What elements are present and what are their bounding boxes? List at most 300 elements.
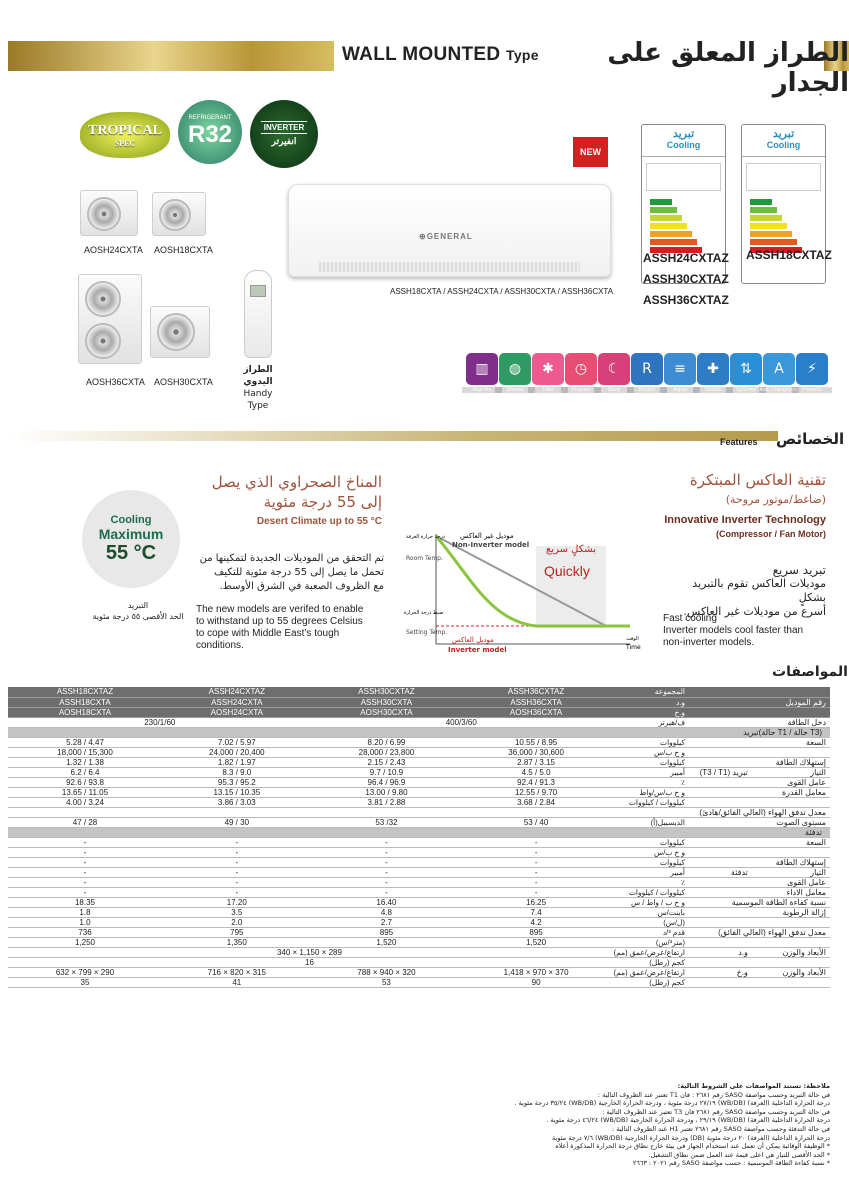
unit-cell: ف/هيرتز [611,717,689,727]
group-cell [689,817,752,827]
label-cell: مستوى الصوت [752,817,830,827]
group-cell [689,937,752,947]
group-cell [689,747,752,757]
table-cell: 4.5 / 5.0 [461,767,611,777]
energy-grade-bar [650,223,687,229]
table-cell: 340 × 1,150 × 289 [8,947,611,957]
fast-cooling-ar: تبريد سريع موديلات العاكس تقوم بالتبريد بشكلٍ أسرع من موديلات غير العاكس. [683,563,826,618]
table-cell: 53 /32 [312,817,462,827]
group-cell [689,757,752,767]
table-cell: 24,000 / 20,400 [162,747,312,757]
label-cell: السعة [752,837,830,847]
group-cell [689,687,752,697]
energy-label: تبريد Cooling [741,124,826,284]
table-cell: - [461,857,611,867]
table-row [8,887,830,897]
desert-climate-body-en: The new models are verifed to enable to withstand up to 55 degrees Celsius to cope with Middle East’s tough conditions. [196,604,364,651]
table-cell: 716 × 820 × 315 [162,967,312,977]
table-cell: 8.3 / 9.0 [162,767,312,777]
unit-cell [611,807,689,817]
table-row [8,877,830,887]
table-cell: 795 [162,927,312,937]
group-cell [689,707,752,717]
table-cell: 895 [312,927,462,937]
table-cell: - [8,847,162,857]
table-row [8,757,830,767]
table-row [8,697,830,707]
feature-icon-label: Adjust [660,387,700,393]
table-cell: AOSH24CXTA [162,707,312,717]
unit-cell: كيلووات [611,757,689,767]
group-cell [689,887,752,897]
table-cell: 13.15 / 10.35 [162,787,312,797]
feature-icon-label: Filter [528,387,568,393]
table-cell: 53 [312,977,462,987]
table-cell: - [461,847,611,857]
unit-cell: باينت/س [611,907,689,917]
desert-climate-title-ar: المناخ الصحراوي الذي يصل إلى 55 درجة مئوية [211,473,382,511]
energy-label-models: ASSH24CXTAZ ASSH30CXTAZ ASSH36CXTAZ [643,251,729,307]
table-cell [461,807,611,817]
table-cell: 18.35 [8,897,162,907]
section-row: تدفئة [8,827,830,837]
table-cell: 7.4 [461,907,611,917]
table-cell: 92.4 / 91.3 [461,777,611,787]
svg-text:درجة حرارة الغرفة: درجة حرارة الغرفة [406,534,446,540]
table-cell: ASSH18CXTA [8,697,162,707]
label-cell [752,747,830,757]
outdoor-unit-label: AOSH24CXTA [84,245,143,255]
group-cell [689,847,752,857]
unit-cell: ٪ [611,777,689,787]
group-cell [689,837,752,847]
table-cell: - [162,887,312,897]
table-cell: - [461,837,611,847]
cooling-max-caption: التبريد الحد الأقصى ٥٥ درجة مئوية [92,601,184,621]
table-row [8,967,830,977]
table-cell: 736 [8,927,162,937]
quickly-zone [536,546,606,628]
energy-grade-bar [750,223,787,229]
label-cell: الأبعاد والوزن [752,947,830,957]
label-cell [752,937,830,947]
updown-icon: ⇅ Up/Down [730,353,762,385]
label-cell: إستهلاك الطاقة [752,857,830,867]
table-cell: 3.86 / 3.03 [162,797,312,807]
table-cell: 28,000 / 23,800 [312,747,462,757]
svg-text:موديل العاكس: موديل العاكس [452,636,494,644]
label-cell: معامل القدرة [752,787,830,797]
table-cell: 1,418 × 970 × 370 [461,967,611,977]
energy-label-models: ASSH18CXTAZ [746,248,832,262]
desert-climate-title-en: Desert Climate up to 55 °C [256,516,382,527]
table-row [8,977,830,987]
outdoor-unit-image [80,190,138,236]
table-cell: 9.7 / 10.9 [312,767,462,777]
label-cell [752,977,830,987]
table-cell: ASSH30CXTAZ [312,687,462,697]
table-row [8,707,830,717]
table-cell: - [8,887,162,897]
outdoor-unit-image [152,192,206,236]
table-cell: 400/3/60 [312,717,611,727]
table-cell: - [8,857,162,867]
handy-type-caption: الطراز اليدوي Handy Type [243,365,273,411]
table-cell: 4.8 [312,907,462,917]
energy-grade-bar [650,215,682,221]
table-cell: 5.28 / 4.47 [8,737,162,747]
group-cell [689,777,752,787]
unit-cell: ٪ [611,877,689,887]
r32-refrigerant-logo: REFRIGERANT R32 [178,100,242,164]
table-row [8,867,830,877]
table-cell: - [312,877,462,887]
table-row [8,737,830,747]
section-row: تبريد(حالة T1 / حالة T3) [8,727,830,737]
page-title-ar: الطراز المعلق على الجدار [607,38,849,98]
table-cell: 13.65 / 11.05 [8,787,162,797]
table-cell: - [312,887,462,897]
feature-icon-label: Restart [627,387,667,393]
table-cell: - [312,837,462,847]
indoor-unit-image [288,184,611,277]
table-cell [162,807,312,817]
svg-text:Time: Time [626,644,641,651]
table-cell: 18,000 / 15,300 [8,747,162,757]
table-cell: 4.00 / 3.24 [8,797,162,807]
group-cell [689,797,752,807]
table-cell: - [162,867,312,877]
table-cell: 8.20 / 6.99 [312,737,462,747]
label-cell: الأبعاد والوزن [752,967,830,977]
table-row [8,837,830,847]
group-cell: تبريد (T3 / T1) [689,767,752,777]
powerful-icon: ⚡ Powerful [796,353,828,385]
svg-text:ضبط درجة الحرارة: ضبط درجة الحرارة [404,610,444,616]
label-cell: معدل تدفق الهواء (العالي الفائق/هادئ) [752,807,830,817]
new-badge: NEW [573,137,608,167]
svg-text:Inverter model: Inverter model [448,646,507,654]
table-cell: 3.5 [162,907,312,917]
label-cell: معدل تدفق الهواء (العالي الفائق) [752,927,830,937]
label-cell: التيار [752,767,830,777]
table-cell: - [461,867,611,877]
spec-notes: ملاحظة: تستند المواصفات على الشروط التالية: في حالة التبريد وحسب مواصفة SASO رقم ٢٦٨١ : فان T1 تعتبر عند الظروف التالية : درجة الحرارة الداخلية (الغرفة) (WB/DB) ٢٧/١٩ درجة مئوية ، ودرجة الحرارة الخارجية (WB/DB) ٣٥/٢٤ درجة مئوية . في حالة التبريد وحسب مواصفة SASO رقم ٢٦٨١ فان T3 تعتبر عند الظروف التالية : درجة الحرارة الداخلية (الغرفة) (WB/DB) ٢٩/١٩ ، ودرجة الحرارة الخارجية (WB/DB) ٤٦/٢٤ درجة مئوية . في حالة التدفئة وحسب مواصفة SASO رقم ٢٦٨١ تعتبر H1 عند الظروف التالية : درجة الحرارة الداخلية (الغرفة) ٢٠ درجة مئوية (DB) ودرجة الحرارة الخارجية (WB/DB) ٧/٦ درجة مئوية * الوظيفة الوقائية يمكن أن تعمل عند استخدام الجهاز في بيئة خارج نطاق درجة الحرارة المذكورة أعلاه * الحد الأقصى للتيار هي اعلى قيمة عند العمل ضمن نطاق التشغيل. * نسبة كفاءة الطاقة الموسمية : حسب مواصفة SASO رقم ٢٠٢١ : ٢٦٦٣ [514,1082,830,1168]
table-row [8,847,830,857]
table-cell: 1.32 / 1.38 [8,757,162,767]
table-row [8,927,830,937]
label-cell: دخل الطاقة [752,717,830,727]
feature-icon-label: Up/Down [726,387,766,393]
table-cell: 16 [8,957,611,967]
svg-text:Room Temp.: Room Temp. [406,555,443,562]
table-cell: - [312,847,462,857]
table-cell: - [461,877,611,887]
auto-icon: A Auto Changeover [763,353,795,385]
group-cell [689,917,752,927]
label-cell: نسبة كفاءة الطاقة الموسمية [752,897,830,907]
unit-cell: كجم (رطل) [611,957,689,967]
energy-grade-bar [650,199,672,205]
svg-text:Setting Temp.: Setting Temp. [406,629,448,636]
group-cell: و.خ [689,967,752,977]
table-row [8,767,830,777]
energy-grade-bar [750,239,797,245]
filter-icon: ✱ Filter [532,353,564,385]
tropical-spec-logo: TROPICAL SPEC [80,112,170,158]
table-row [8,957,830,967]
table-cell: 53 / 40 [461,817,611,827]
energy-label: تبريد Cooling [641,124,726,284]
table-cell: 1,350 [162,937,312,947]
table-cell: 10.55 / 8.95 [461,737,611,747]
table-cell: 17.20 [162,897,312,907]
double-icon: ✚ Double [697,353,729,385]
features-heading-ar: الخصائص [776,430,845,448]
table-cell: - [461,887,611,897]
table-cell: 2.0 [162,917,312,927]
table-cell: ASSH36CXTAZ [461,687,611,697]
table-cell: - [312,867,462,877]
unit-cell: كيلووات / كيلووات [611,797,689,807]
unit-cell: كجم (رطل) [611,977,689,987]
unit-cell: (متر³/س) [611,937,689,947]
table-cell: 49 / 30 [162,817,312,827]
table-cell: 13.00 / 9.80 [312,787,462,797]
label-cell: رقم الموديل [752,697,830,707]
svg-text:بشكلٍ سريع: بشكلٍ سريع [546,544,596,555]
table-cell: - [162,877,312,887]
unit-cell: و.خ [611,707,689,717]
group-cell [689,697,752,707]
table-cell: 2.87 / 3.15 [461,757,611,767]
feature-icon-label: Double [693,387,733,393]
unit-cell: كيلووات [611,857,689,867]
brand-logo: ⊕GENERAL [419,232,473,241]
silver-icon: ◍ Silverbit [499,353,531,385]
table-cell: ASSH36CXTA [461,697,611,707]
energy-grade-bar [750,231,792,237]
table-row [8,717,830,727]
desert-climate-body-ar: تم التحقق من الموديلات الجديدة لتمكينها من تحمل ما يصل إلى 55 درجة مئوية للتكيف مع الظروف الصعبة في الشرق الأوسط. [199,553,384,592]
features-divider [8,431,778,441]
page-title-en: WALL MOUNTED Type [342,44,539,65]
fin-icon: ▥ Blue Fin [466,353,498,385]
restart-icon: R Restart [631,353,663,385]
table-cell: - [162,837,312,847]
table-cell: - [8,877,162,887]
unit-cell: و.د [611,697,689,707]
table-row [8,747,830,757]
unit-cell: ارتفاع/عرض/عمق (مم) [611,947,689,957]
label-cell [752,917,830,927]
table-cell: 1,250 [8,937,162,947]
unit-cell: و ح ب/س/واط [611,787,689,797]
inverter-subtitle-en: (Compressor / Fan Motor) [715,529,826,539]
feature-icon-label: Blue Fin [462,387,502,393]
svg-text:الوقت: الوقت [626,636,639,642]
indoor-models-caption: ASSH18CXTA / ASSH24CXTA / ASSH30CXTA / ASSH36CXTA [390,287,614,296]
table-cell: 41 [162,977,312,987]
adjust-icon: ≡ Adjust [664,353,696,385]
table-cell: 1.8 [8,907,162,917]
table-cell [8,807,162,817]
table-cell: - [8,837,162,847]
inverter-title-ar: تقنية العاكس المبتكرة (ضاغط/موتور مروحة) [689,471,826,506]
table-cell: 632 × 799 × 290 [8,967,162,977]
program-icon: ◷ Program [565,353,597,385]
features-heading-en: Features [720,437,758,447]
table-cell: AOSH18CXTA [8,707,162,717]
table-cell: 90 [461,977,611,987]
table-row [8,897,830,907]
table-cell: 12.55 / 9.70 [461,787,611,797]
table-cell: 16.25 [461,897,611,907]
table-cell: 6.2 / 6.4 [8,767,162,777]
energy-grade-bar [650,207,677,213]
table-cell: 96.4 / 96.9 [312,777,462,787]
table-row [8,817,830,827]
unit-cell: كيلووات [611,737,689,747]
group-cell [689,737,752,747]
table-cell: 16.40 [312,897,462,907]
table-row [8,797,830,807]
table-row [8,807,830,817]
table-cell: 4.2 [461,917,611,927]
unit-cell: الديسيبل(أ) [611,817,689,827]
unit-cell: و ح ب/س [611,847,689,857]
energy-grade-bar [750,215,782,221]
unit-cell: كيلووات / كيلووات [611,887,689,897]
group-cell [689,857,752,867]
table-cell: ASSH30CXTA [312,697,462,707]
spec-table [8,687,830,988]
table-cell [312,807,462,817]
unit-cell: كيلووات [611,837,689,847]
group-cell [689,877,752,887]
table-cell: - [162,857,312,867]
unit-cell: و ح ب/س [611,747,689,757]
table-cell: - [312,857,462,867]
table-cell: 95.3 / 95.2 [162,777,312,787]
svg-text:Quickly: Quickly [544,563,590,579]
table-row [8,857,830,867]
energy-grade-bar [650,239,697,245]
table-cell: 7.02 / 5.97 [162,737,312,747]
energy-grade-bar [750,199,772,205]
table-cell: AOSH30CXTA [312,707,462,717]
table-row [8,937,830,947]
label-cell: عامل القوى [752,777,830,787]
table-cell: 36,000 / 30,600 [461,747,611,757]
svg-text:موديل غير العاكس: موديل غير العاكس [460,532,514,540]
sleep-icon: ☾ Sleep [598,353,630,385]
table-cell: ASSH24CXTA [162,697,312,707]
table-cell: 1,520 [461,937,611,947]
table-cell: AOSH36CXTA [461,707,611,717]
group-cell [689,907,752,917]
table-cell: 3.81 / 2.88 [312,797,462,807]
table-cell: 35 [8,977,162,987]
table-row: 340 × 1,150 × 289 ارتفاع/عرض/عمق (مم) و.د الأبعاد والوزن [8,947,830,957]
feature-icon-label: Sleep [594,387,634,393]
table-row [8,777,830,787]
energy-grade-bar [650,231,692,237]
label-cell: إستهلاك الطاقة [752,757,830,767]
label-cell: السعة [752,737,830,747]
table-cell: 3.68 / 2.84 [461,797,611,807]
table-row [8,907,830,917]
table-cell: 895 [461,927,611,937]
label-cell [752,797,830,807]
table-cell: - [8,867,162,877]
feature-icon-label: Program [561,387,601,393]
cooling-speed-graph [400,526,650,656]
table-row [8,787,830,797]
unit-cell: أمبير [611,767,689,777]
table-cell: 2.7 [312,917,462,927]
unit-cell: المجموعة [611,687,689,697]
table-cell: 1.0 [8,917,162,927]
inverter-title-en: Innovative Inverter Technology [664,514,826,526]
cooling-max-badge: Cooling Maximum 55 °C [82,490,180,588]
table-cell: 230/1/60 [8,717,312,727]
unit-cell: أمبير [611,867,689,877]
table-cell: 788 × 940 × 320 [312,967,462,977]
table-cell: 47 / 28 [8,817,162,827]
feature-icon-label: Silverbit [495,387,535,393]
fast-cooling-en: Fast cooling Inverter models cool faster than non-inverter models. [663,613,804,648]
feature-icon-label: Auto Changeover [759,387,799,393]
table-row [8,917,830,927]
group-cell: تدفئة [689,867,752,877]
unit-cell: ارتفاع/عرض/عمق (مم) [611,967,689,977]
table-cell: 2.15 / 2.43 [312,757,462,767]
inverter-logo: INVERTER انفيرتر [250,100,318,168]
group-cell [689,977,752,987]
outdoor-unit-label: AOSH36CXTA [86,377,145,387]
outdoor-unit-image [78,274,142,364]
table-cell: ASSH18CXTAZ [8,687,162,697]
remote-control-image [244,270,272,358]
svg-text:Non-Inverter model: Non-Inverter model [452,541,530,549]
unit-cell: (ل/س) [611,917,689,927]
energy-grade-bar [750,207,777,213]
label-cell: إزالة الرطوبة [752,907,830,917]
label-cell: التيار [752,867,830,877]
table-cell: 1.82 / 1.97 [162,757,312,767]
outdoor-unit-image [150,306,210,358]
label-cell: معامل الاداء [752,887,830,897]
outdoor-unit-label: AOSH30CXTA [154,377,213,387]
outdoor-unit-label: AOSH18CXTA [154,245,213,255]
label-cell [752,687,830,697]
table-cell: 92.6 / 93.8 [8,777,162,787]
unit-cell: و ح ب / واط / س [611,897,689,907]
header-gold-bar-left [8,41,334,71]
table-row [8,687,830,697]
label-cell [752,707,830,717]
label-cell [752,847,830,857]
unit-cell: قدم ³/د [611,927,689,937]
label-cell: عامل القوى [752,877,830,887]
table-cell: ASSH24CXTAZ [162,687,312,697]
table-cell: 1,520 [312,937,462,947]
table-cell: - [162,847,312,857]
spec-title: المواصفات [772,664,848,680]
group-cell [689,787,752,797]
feature-icon-label: Powerful [792,387,832,393]
